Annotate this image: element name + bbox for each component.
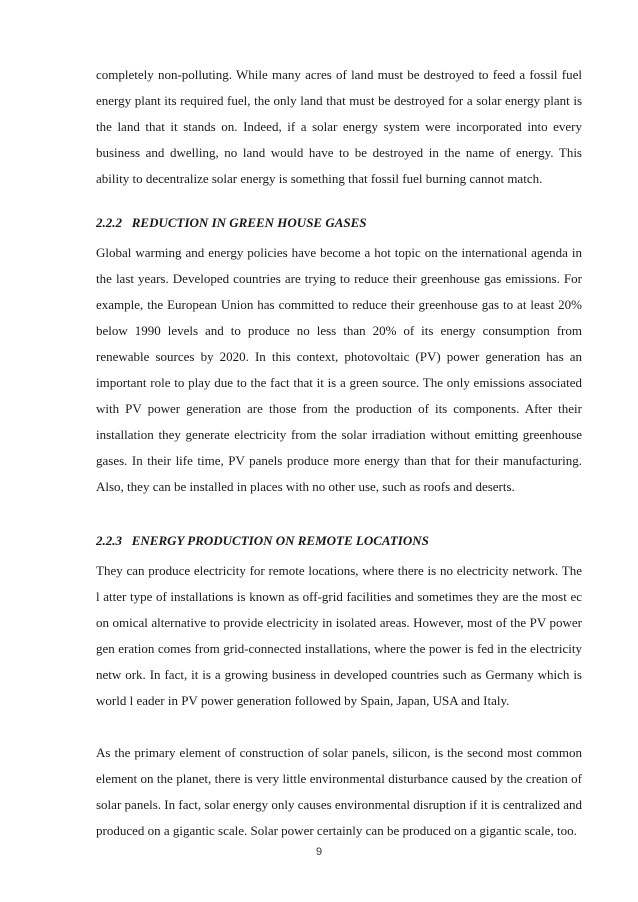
intro-paragraph: completely non-polluting. While many acres of land must be destroyed to feed a fossil fuel energy plant its required fuel, the only land that must be destroyed for a solar energy plant is the land that it stands on. Indeed, if a solar energy system were incorporated into every business and dwelling, no land would have to be destroyed in the name of energy. This ability to decentralize solar energy is something that fossil fuel burning cannot match.	[96, 67, 582, 186]
section-heading-2-2-3: 2.2.3 ENERGY PRODUCTION ON REMOTE LOCATIONS	[96, 533, 429, 548]
section-heading-2-2-2: 2.2.2 REDUCTION IN GREEN HOUSE GASES	[96, 215, 367, 230]
page-number: 9	[315, 846, 323, 858]
section-2-2-3-paragraph-2: As the primary element of construction of solar panels, silicon, is the second most common element on the planet, there is very little environmental disturbance caused by the creation of solar panels. In fact, solar energy only causes environmental disruption if it is centralized and produced on a gigantic scale. Solar power certainly can be produced on a gigantic scale, too.	[96, 745, 582, 838]
section-2-2-2-paragraph: Global warming and energy policies have become a hot topic on the international agenda in the last years. Developed countries are trying to reduce their greenhouse gas emissions. For example, the European Union has committed to reduce their greenhouse gas to at least 20% below 1990 levels and to produce no less than 20% of its energy consumption from renewable sources by 2020. In this context, photovoltaic (PV) power generation has an important role to play due to the fact that it is a green source. The only emissions associated with PV power generation are those from the production of its components. After their installation they generate electricity from the solar irradiation without emitting greenhouse gases. In their life time, PV panels produce more energy than that for their manufacturing. Also, they can be installed in places with no other use, such as roofs and deserts.	[96, 245, 582, 494]
section-2-2-3-paragraph: They can produce electricity for remote locations, where there is no electricity network. The l atter type of installations is known as off-grid facilities and sometimes they are the most econ omical alternative to provide electricity in isolated areas. However, most of the PV power gen eration comes from grid-connected installations, where the power is fed in the electricity netw ork. In fact, it is a growing business in developed countries such as Germany which is world l eader in PV power generation followed by Spain, Japan, USA and Italy.	[96, 563, 582, 708]
page-content	[96, 62, 582, 844]
